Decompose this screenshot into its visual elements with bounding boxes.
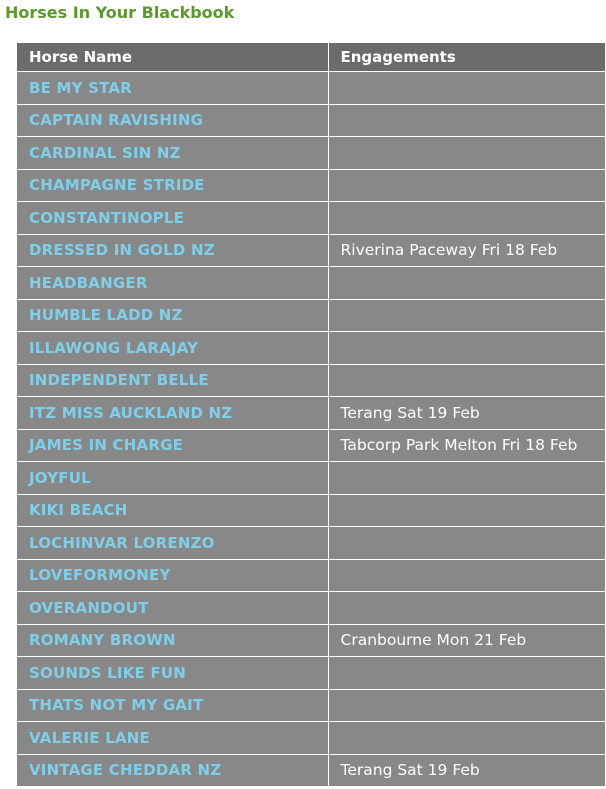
table-row (17, 72, 605, 105)
engagement-cell (328, 494, 605, 527)
table-row (17, 202, 605, 235)
horse-name-link[interactable]: JOYFUL (29, 468, 91, 487)
engagement-cell (328, 267, 605, 300)
engagement-cell (328, 592, 605, 625)
engagement-cell (328, 689, 605, 722)
engagement-cell (328, 364, 605, 397)
engagement-cell: Cranbourne Mon 21 Feb (328, 624, 605, 657)
horse-name-link[interactable]: ITZ MISS AUCKLAND NZ (29, 403, 233, 422)
horse-name-cell (17, 332, 328, 365)
engagement-cell: Riverina Paceway Fri 18 Feb (328, 234, 605, 267)
horse-name-cell (17, 137, 328, 170)
horse-name-cell (17, 429, 328, 462)
horse-name-cell (17, 364, 328, 397)
table-row (17, 754, 605, 786)
horse-name-cell (17, 527, 328, 560)
horse-name-link[interactable]: CHAMPAGNE STRIDE (29, 176, 205, 195)
engagement-cell: Terang Sat 19 Feb (328, 397, 605, 430)
table-row (17, 462, 605, 495)
table-row (17, 234, 605, 267)
horse-name-cell (17, 559, 328, 592)
horse-name-link[interactable]: KIKI BEACH (29, 501, 128, 520)
engagement-cell (328, 332, 605, 365)
horse-name-cell (17, 624, 328, 657)
engagement-cell (328, 137, 605, 170)
engagement-cell: Tabcorp Park Melton Fri 18 Feb (328, 429, 605, 462)
engagement-cell (328, 299, 605, 332)
horse-name-link[interactable]: VINTAGE CHEDDAR NZ (29, 761, 222, 780)
horse-name-cell (17, 72, 328, 105)
table-row (17, 104, 605, 137)
horse-name-cell (17, 689, 328, 722)
engagement-cell (328, 202, 605, 235)
horse-name-cell (17, 754, 328, 786)
engagement-cell (328, 462, 605, 495)
horse-name-link[interactable]: OVERANDOUT (29, 598, 149, 617)
blackbook-table (17, 43, 605, 786)
horse-name-link[interactable]: LOVEFORMONEY (29, 566, 171, 585)
horse-name-link[interactable]: ROMANY BROWN (29, 631, 176, 650)
horse-name-cell (17, 494, 328, 527)
engagement-cell (328, 72, 605, 105)
horse-name-link[interactable]: CONSTANTINOPLE (29, 208, 185, 227)
horse-name-cell (17, 299, 328, 332)
column-header-horse-name: Horse Name (17, 43, 328, 72)
table-row (17, 592, 605, 625)
table-row (17, 494, 605, 527)
horse-name-link[interactable]: DRESSED IN GOLD NZ (29, 241, 215, 260)
engagement-cell (328, 722, 605, 755)
horse-name-link[interactable]: CARDINAL SIN NZ (29, 143, 181, 162)
engagement-cell: Terang Sat 19 Feb (328, 754, 605, 786)
table-row (17, 657, 605, 690)
table-header-row (17, 43, 605, 72)
engagement-cell (328, 104, 605, 137)
horse-name-link[interactable]: SOUNDS LIKE FUN (29, 663, 186, 682)
horse-name-link[interactable]: LOCHINVAR LORENZO (29, 533, 215, 552)
horse-name-cell (17, 202, 328, 235)
horse-name-cell (17, 234, 328, 267)
column-header-engagements: Engagements (328, 43, 605, 72)
table-row (17, 397, 605, 430)
horse-name-link[interactable]: VALERIE LANE (29, 728, 150, 747)
table-body (17, 72, 605, 787)
horse-name-cell (17, 104, 328, 137)
table-row (17, 299, 605, 332)
table-row (17, 137, 605, 170)
horse-name-cell (17, 169, 328, 202)
horse-name-link[interactable]: JAMES IN CHARGE (29, 436, 184, 455)
horse-name-cell (17, 267, 328, 300)
blackbook-table-container (17, 43, 605, 786)
page-title: Horses In Your Blackbook (5, 3, 235, 22)
horse-name-cell (17, 722, 328, 755)
horse-name-cell (17, 397, 328, 430)
table-row (17, 559, 605, 592)
engagement-cell (328, 559, 605, 592)
horse-name-link[interactable]: HUMBLE LADD NZ (29, 306, 183, 325)
horse-name-link[interactable]: BE MY STAR (29, 78, 132, 97)
horse-name-link[interactable]: THATS NOT MY GAIT (29, 696, 204, 715)
horse-name-cell (17, 657, 328, 690)
engagement-cell (328, 657, 605, 690)
table-row (17, 169, 605, 202)
table-row (17, 527, 605, 560)
table-row (17, 624, 605, 657)
horse-name-link[interactable]: INDEPENDENT BELLE (29, 371, 209, 390)
horse-name-link[interactable]: CAPTAIN RAVISHING (29, 111, 204, 130)
horse-name-cell (17, 462, 328, 495)
engagement-cell (328, 527, 605, 560)
table-row (17, 429, 605, 462)
table-row (17, 332, 605, 365)
engagement-cell (328, 169, 605, 202)
horse-name-link[interactable]: ILLAWONG LARAJAY (29, 338, 199, 357)
horse-name-cell (17, 592, 328, 625)
table-row (17, 267, 605, 300)
horse-name-link[interactable]: HEADBANGER (29, 273, 148, 292)
table-row (17, 689, 605, 722)
table-row (17, 722, 605, 755)
table-row (17, 364, 605, 397)
